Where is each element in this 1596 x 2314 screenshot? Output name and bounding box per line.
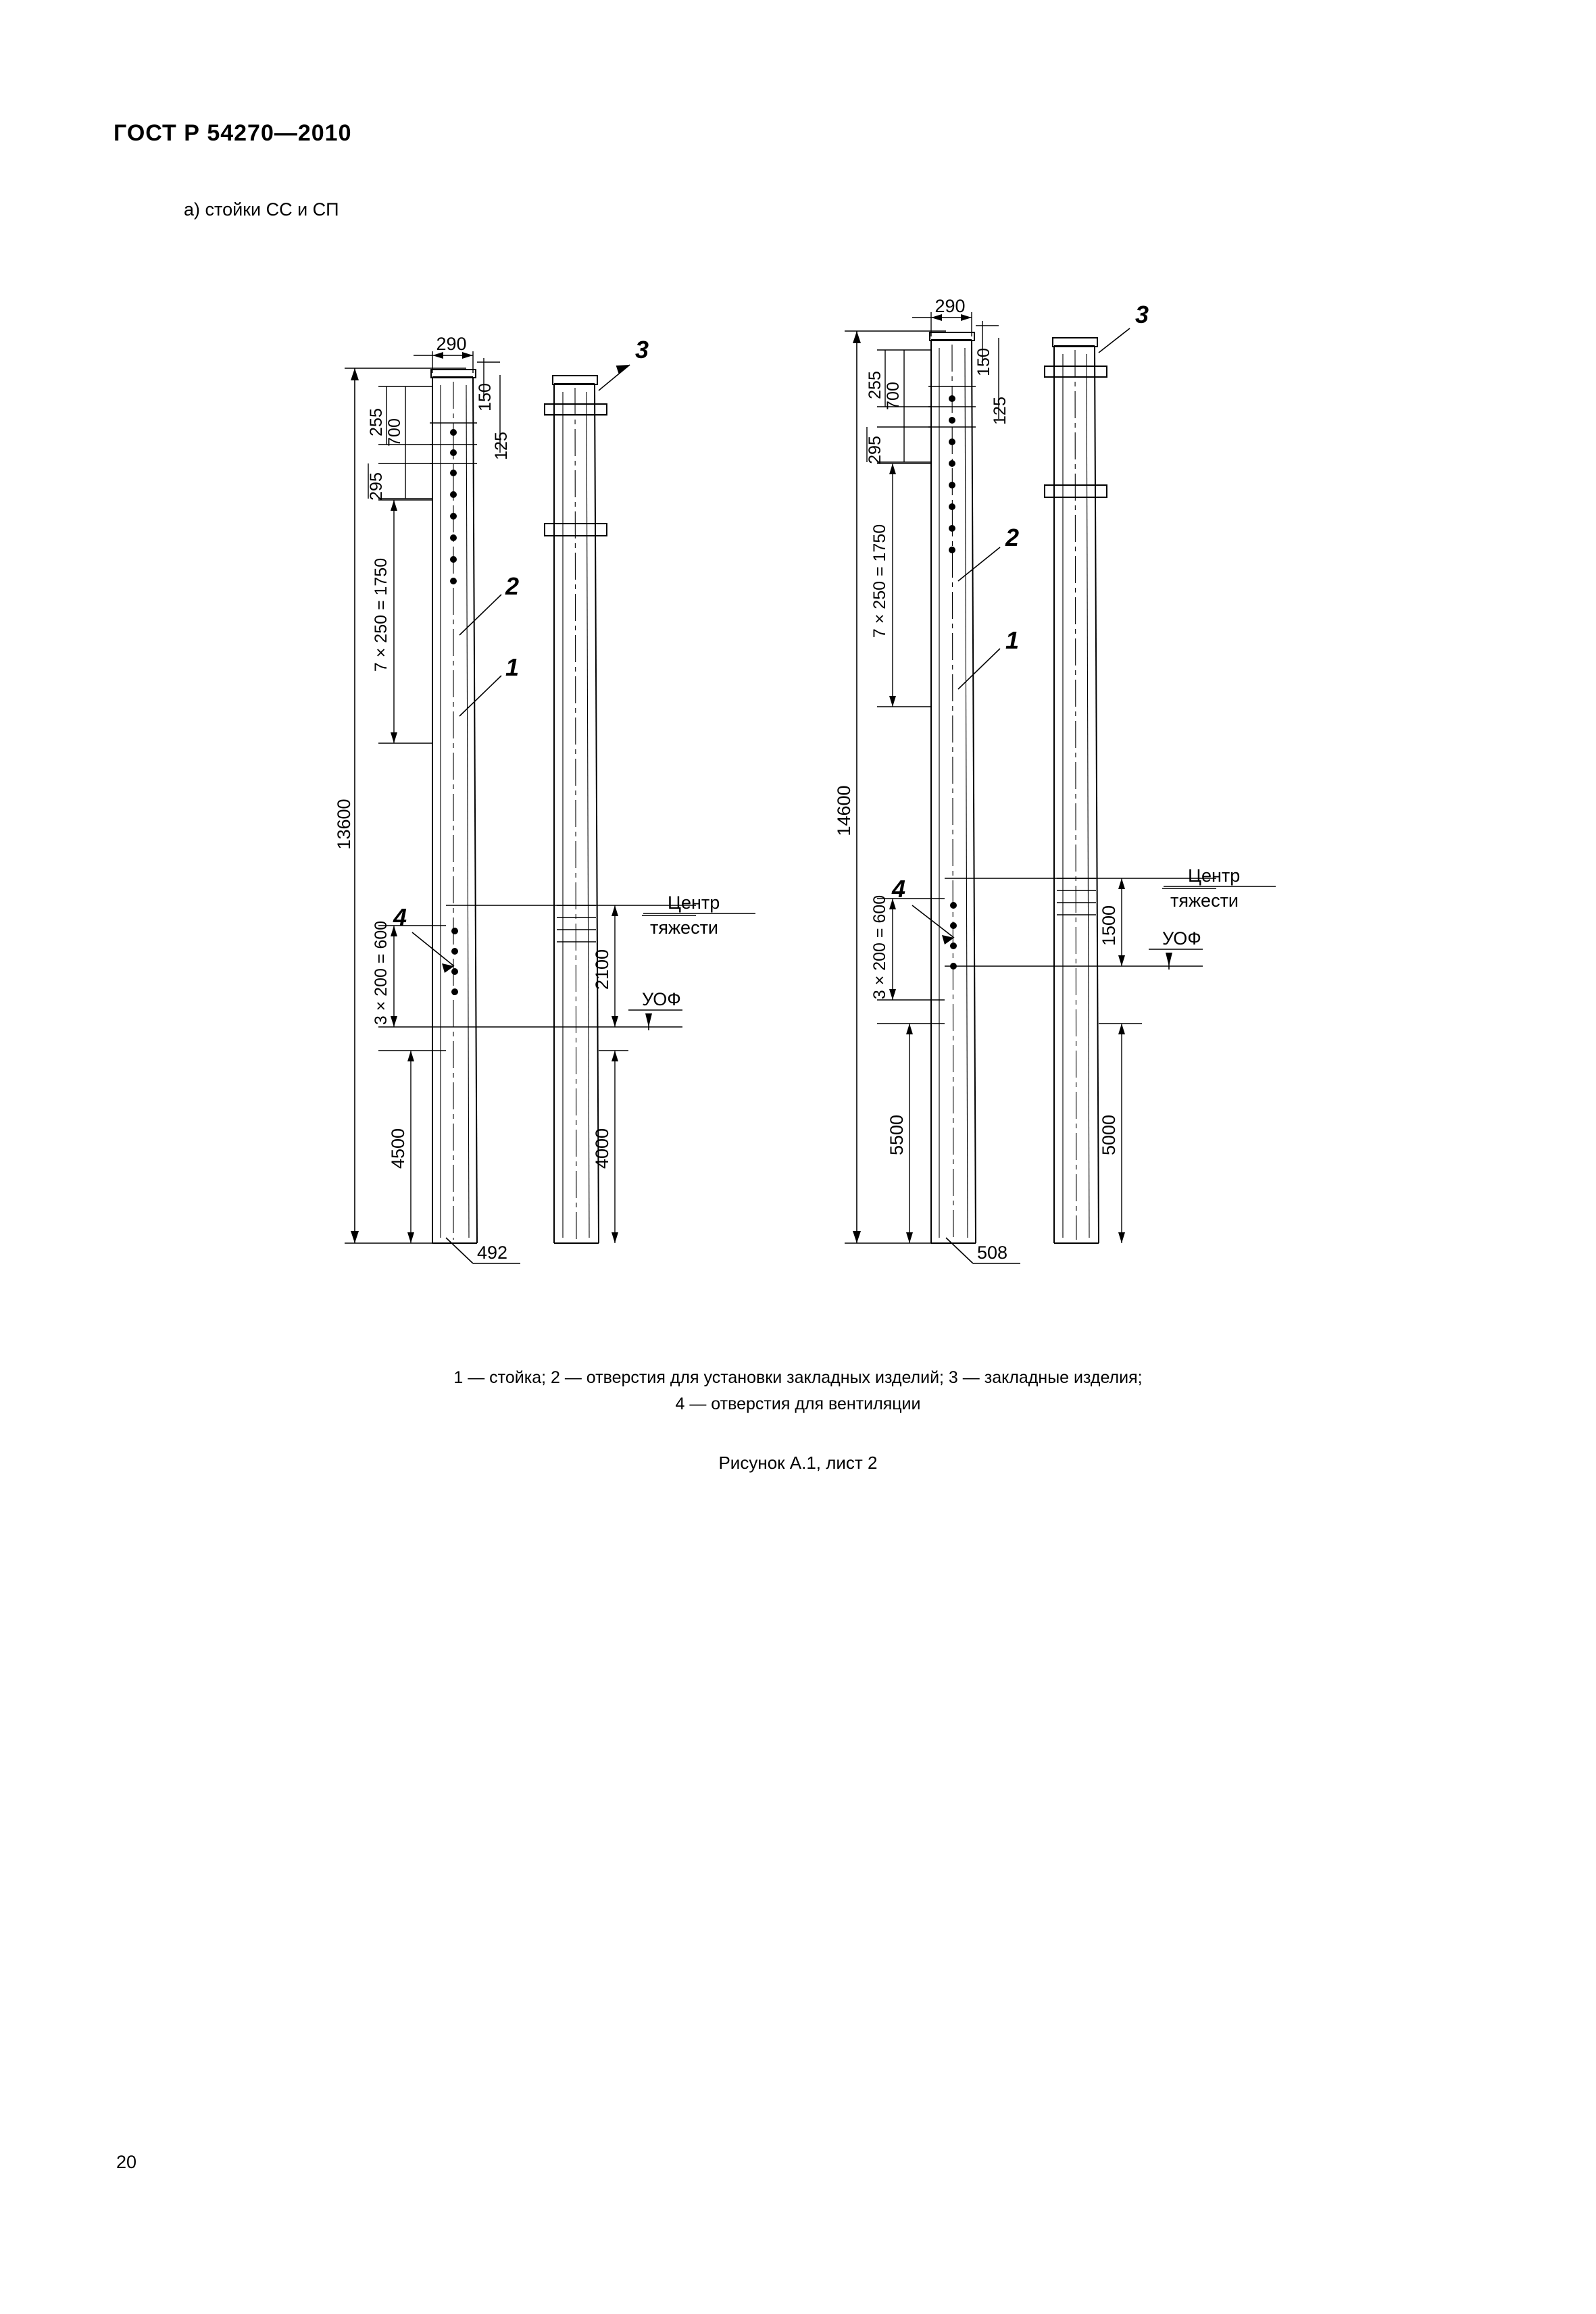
right-dim-5500: 5500 <box>887 1114 907 1156</box>
right-pole-front-view <box>930 332 976 1243</box>
figure-drawing-area <box>0 230 1596 1338</box>
right-dim-150: 150 <box>974 348 993 376</box>
right-callout-1: 1 <box>1005 626 1020 654</box>
left-dim-295: 295 <box>367 472 386 501</box>
left-dim-150: 150 <box>476 383 495 411</box>
page-title: ГОСТ Р 54270—2010 <box>114 120 352 146</box>
right-dim-1500 <box>1118 878 1125 966</box>
left-dim-700: 700 <box>385 418 404 447</box>
left-callout-2: 2 <box>505 572 520 600</box>
right-label-center-gravity-1: Центр <box>1188 865 1241 886</box>
page-number: 20 <box>116 2152 137 2172</box>
left-pole-holes-lower <box>451 928 458 995</box>
right-dim-5000: 5000 <box>1099 1114 1119 1156</box>
right-pole-section-view <box>1045 338 1107 1243</box>
figure-legend-line1: 1 — стойка; 2 — отверстия для установки закладных изделий; 3 — закладные изделия; <box>453 1368 1143 1387</box>
left-label-center-gravity-1: Центр <box>668 892 720 913</box>
left-dim-spacing-upper: 7 × 250 = 1750 <box>372 557 391 672</box>
left-overall-dimension <box>345 368 466 1243</box>
right-dim-125: 125 <box>991 397 1009 425</box>
right-dim-508: 508 <box>977 1242 1008 1263</box>
right-callout-2: 2 <box>1005 524 1020 551</box>
right-dim-295: 295 <box>866 436 884 464</box>
right-label-uof: УОФ <box>1162 928 1201 949</box>
left-callout-4: 4 <box>393 903 407 931</box>
left-pole-section-view <box>545 376 607 1243</box>
right-dim-spacing-upper: 7 × 250 = 1750 <box>870 524 889 638</box>
right-callout-4: 4 <box>892 875 906 903</box>
right-dim-14600: 14600 <box>834 785 854 836</box>
right-label-center-gravity-2: тяжести <box>1170 890 1239 911</box>
left-dim-290: 290 <box>436 334 467 354</box>
left-pole-front-view <box>431 370 477 1243</box>
left-dim-4000: 4000 <box>592 1128 612 1169</box>
left-callout-3: 3 <box>635 336 649 363</box>
left-dim-492: 492 <box>477 1242 508 1263</box>
right-dim-290: 290 <box>934 296 966 316</box>
right-dim-700: 700 <box>884 382 903 410</box>
left-callout-1: 1 <box>505 653 520 681</box>
left-dim-255: 255 <box>367 408 386 436</box>
left-label-uof: УОФ <box>642 989 681 1009</box>
right-callout-3: 3 <box>1135 301 1149 328</box>
figure-title: Рисунок А.1, лист 2 <box>718 1453 878 1473</box>
left-label-center-gravity-2: тяжести <box>650 917 719 938</box>
right-dim-spacing-lower: 3 × 200 = 600 <box>870 895 889 1000</box>
left-dim-125: 125 <box>492 432 511 460</box>
left-dim-spacing-lower: 3 × 200 = 600 <box>372 920 391 1026</box>
left-dim-2100 <box>612 905 618 1027</box>
left-dim-2100: 2100 <box>592 949 612 990</box>
right-dim-1500: 1500 <box>1099 905 1119 947</box>
left-dim-13600: 13600 <box>334 799 354 850</box>
section-label: а) стойки СС и СП <box>184 199 339 220</box>
figure-legend-line2: 4 — отверстия для вентиляции <box>675 1394 921 1413</box>
left-dim-4500: 4500 <box>388 1128 408 1169</box>
right-dim-255: 255 <box>866 371 884 399</box>
figure-legend <box>0 1365 1596 1417</box>
technical-drawing-svg <box>0 230 1596 1338</box>
